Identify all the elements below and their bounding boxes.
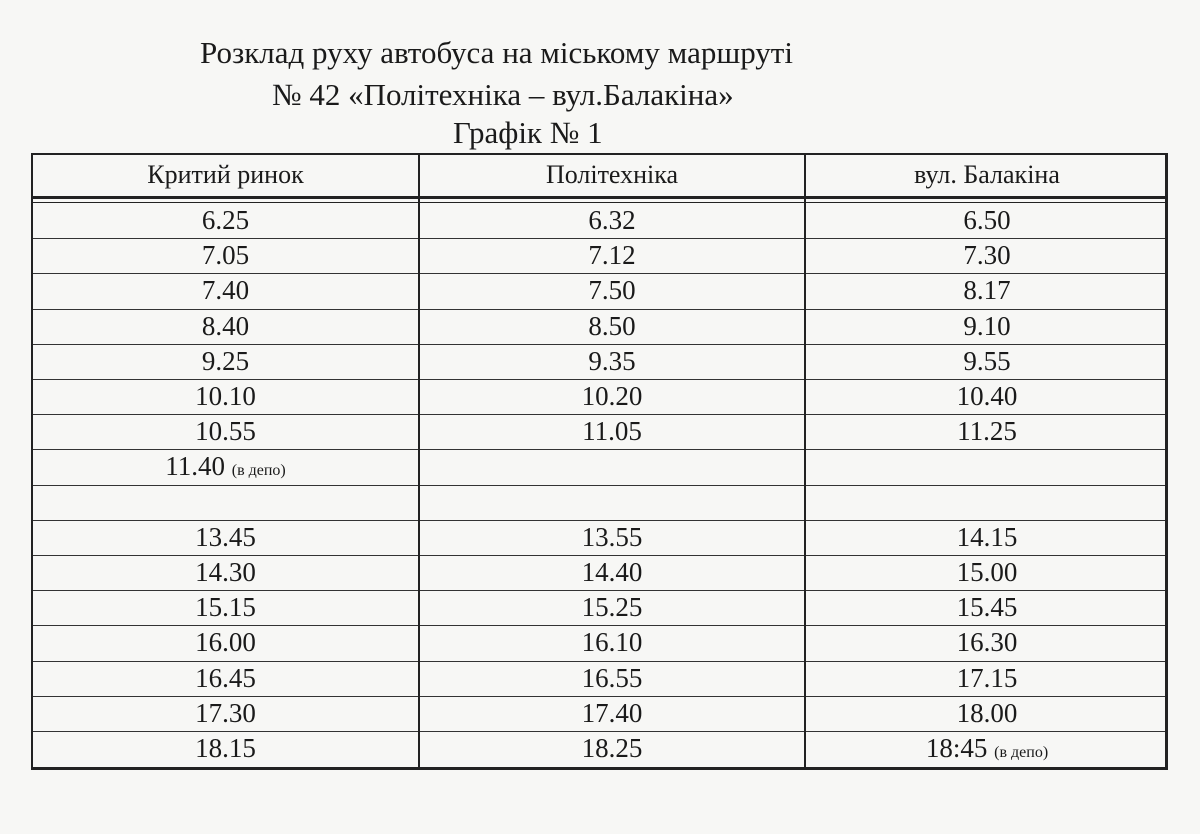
table-cell-col2 (420, 203, 804, 238)
table-cell-col3 (806, 309, 1168, 344)
table-row (33, 591, 1165, 626)
table-cell-col2 (420, 309, 804, 344)
time-value: 11.25 (957, 416, 1017, 447)
time-value: 17.15 (956, 662, 1018, 693)
table-row (33, 450, 1165, 485)
table-row (33, 415, 1165, 450)
table-row (33, 239, 1165, 274)
table-cell-col3 (806, 731, 1168, 770)
time-value: 10.20 (581, 381, 643, 411)
time-value: 11.05 (582, 416, 642, 447)
table-cell-col1 (33, 555, 418, 590)
table-row (33, 732, 1165, 767)
time-value: 15.25 (581, 592, 643, 623)
time-value: 9.35 (588, 345, 636, 376)
table-cell-col2 (420, 273, 804, 308)
table-cell-col2 (420, 555, 804, 590)
title-line-2: № 42 «Політехніка – вул.Балакіна» (272, 77, 734, 112)
table-cell-col3 (806, 344, 1168, 379)
table-cell-col3 (806, 238, 1168, 273)
table-cell-col1 (33, 379, 418, 414)
column-divider-1 (418, 155, 420, 767)
time-value: 10.10 (195, 381, 256, 411)
table-row (33, 310, 1165, 345)
time-value: 15.45 (956, 592, 1018, 623)
table-row (33, 380, 1165, 415)
header-kryty-rynok: Критий ринок (147, 160, 304, 189)
table-cell-col2 (420, 344, 804, 379)
table-cell-col1 (33, 344, 418, 379)
table-cell-col1 (33, 696, 418, 731)
table-row (33, 626, 1165, 661)
table-cell-col2 (420, 379, 804, 414)
time-value: 9.10 (963, 310, 1011, 341)
time-value: 18.00 (956, 697, 1018, 728)
table-cell-col2 (420, 520, 804, 555)
table-header-row (33, 155, 1165, 199)
time-value: 14.40 (581, 557, 643, 587)
time-value: 10.40 (956, 381, 1018, 411)
time-value: 15.00 (956, 557, 1018, 587)
time-value: 10.55 (195, 416, 256, 447)
time-value: 8.50 (588, 310, 636, 341)
time-value: 7.12 (588, 240, 636, 271)
time-value: 15.15 (195, 592, 256, 623)
time-value: 7.30 (963, 240, 1011, 271)
table-cell-col3 (806, 414, 1168, 449)
table-cell-col2 (420, 731, 804, 766)
time-value: 18:45 (925, 733, 988, 763)
table-row (33, 697, 1165, 732)
time-value: 14.15 (956, 521, 1018, 552)
table-cell-col3 (806, 590, 1168, 625)
table-cell-col3 (806, 520, 1168, 555)
time-value: 18.15 (195, 733, 256, 763)
table-cell-col3 (806, 696, 1168, 731)
table-cell-col1 (33, 520, 418, 555)
table-row (33, 274, 1165, 309)
header-vul-balakina: вул. Балакіна (914, 160, 1060, 189)
depot-note: (в депо) (994, 744, 1049, 761)
table-cell-col3 (806, 203, 1168, 238)
column-divider-2 (804, 155, 806, 767)
table-cell-col1 (33, 238, 418, 273)
table-cell-col1 (33, 590, 418, 625)
table-row (33, 204, 1165, 239)
title-line-3: Графік № 1 (453, 115, 603, 150)
table-cell-col2 (420, 661, 804, 696)
table-row (33, 556, 1165, 591)
time-value: 13.55 (581, 521, 643, 552)
table-cell-col2 (420, 696, 804, 731)
table-cell-col1 (33, 449, 418, 488)
time-value: 16.10 (581, 627, 643, 658)
table-cell-col1 (33, 661, 418, 696)
time-value: 9.55 (963, 345, 1011, 376)
table-cell-col3 (806, 273, 1168, 308)
time-value: 11.40 (165, 451, 225, 482)
time-value: 16.55 (581, 662, 643, 693)
time-value: 8.40 (201, 310, 250, 341)
table-cell-col1 (33, 273, 418, 308)
table-cell-col1 (33, 309, 418, 344)
time-value: 16.30 (956, 627, 1018, 658)
title-line-1: Розклад руху автобуса на міському маршруті (200, 35, 793, 70)
time-value: 16.00 (195, 627, 256, 658)
table-row (33, 662, 1165, 697)
time-value: 9.25 (201, 345, 250, 376)
depot-note: (в депо) (231, 462, 286, 480)
time-value: 13.45 (195, 521, 256, 552)
table-cell-col3 (806, 379, 1168, 414)
header-politekhnika: Політехніка (545, 160, 679, 189)
schedule-table (31, 153, 1168, 770)
time-value: 18.25 (581, 733, 643, 763)
time-value: 7.05 (201, 240, 250, 271)
time-value: 6.32 (588, 205, 636, 235)
table-cell-col3 (806, 661, 1168, 696)
table-row (33, 486, 1165, 521)
time-value: 16.45 (195, 662, 256, 693)
time-value: 7.40 (201, 275, 250, 306)
table-cell-col1 (33, 625, 418, 660)
time-value: 14.30 (195, 557, 256, 587)
table-cell-col2 (420, 238, 804, 273)
time-value: 17.30 (195, 697, 256, 728)
time-value: 6.25 (201, 205, 250, 235)
table-cell-col1 (33, 414, 418, 449)
time-value: 7.50 (588, 275, 636, 306)
table-cell-col3 (806, 555, 1168, 590)
table-cell-col2 (420, 625, 804, 660)
table-cell-col1 (33, 731, 418, 766)
table-cell-col1 (33, 203, 418, 238)
table-row (33, 345, 1165, 380)
table-cell-col2 (420, 414, 804, 449)
time-value: 8.17 (963, 275, 1011, 306)
table-row (33, 521, 1165, 556)
time-value: 17.40 (581, 697, 643, 728)
time-value: 6.50 (963, 205, 1011, 235)
table-cell-col3 (806, 625, 1168, 660)
table-cell-col2 (420, 590, 804, 625)
